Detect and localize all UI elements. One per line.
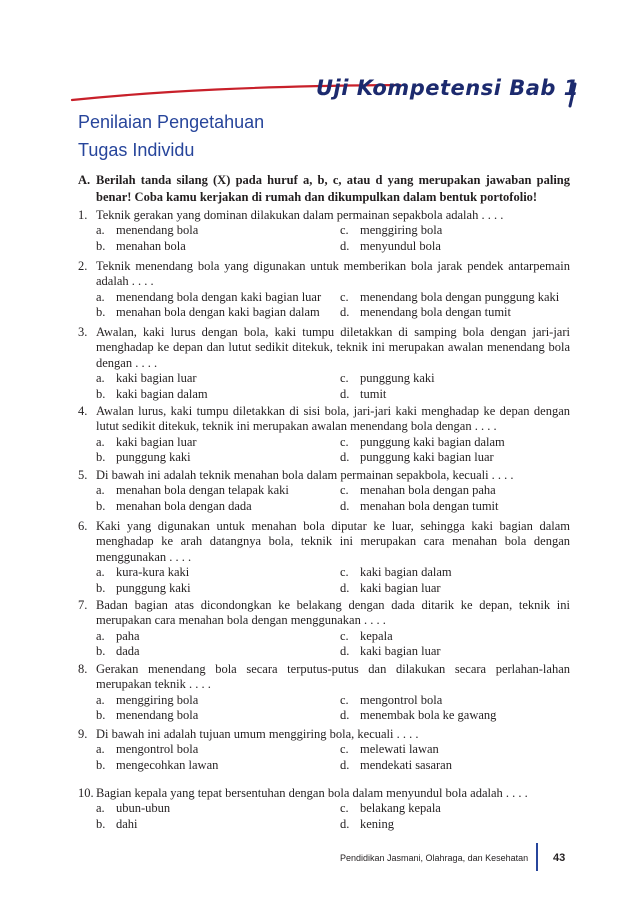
question-number: 8. xyxy=(78,662,88,676)
option-a[interactable]: a. menggiring bola xyxy=(96,692,199,707)
option-d[interactable]: d. kaki bagian luar xyxy=(340,580,441,595)
option-c[interactable]: c. menggiring bola xyxy=(340,223,443,238)
section-heading: Penilaian Pengetahuan xyxy=(78,112,265,132)
option-a[interactable]: a. kura-kura kaki xyxy=(96,565,190,580)
question-text: Teknik menendang bola yang digunakan untuk memberikan bola jarak pendek antarpemain adalah . . . . xyxy=(96,259,570,289)
option-c[interactable]: c. belakang kepala xyxy=(340,801,441,816)
answer-options xyxy=(96,801,570,832)
answer-options xyxy=(96,565,570,596)
footer-divider xyxy=(536,843,538,871)
answer-options xyxy=(96,483,570,514)
option-d[interactable]: d. kaki bagian luar xyxy=(340,644,441,659)
answer-options xyxy=(96,629,570,660)
question-number: 1. xyxy=(78,208,88,222)
option-c[interactable]: c. menahan bola dengan paha xyxy=(340,483,496,498)
question-text: Di bawah ini adalah tujuan umum menggiring bola, kecuali . . . . xyxy=(96,727,419,741)
question-item xyxy=(78,662,570,724)
answer-options xyxy=(96,223,570,254)
option-c[interactable]: c. melewati lawan xyxy=(340,742,439,757)
question-number: 5. xyxy=(78,468,88,482)
option-d[interactable]: d. menahan bola dengan tumit xyxy=(340,498,499,513)
option-b[interactable]: b. punggung kaki xyxy=(96,580,191,595)
answer-options xyxy=(96,742,570,773)
question-text: Badan bagian atas dicondongkan ke belakang dengan dada ditarik ke depan, teknik ini merupakan cara menahan bola dengan menggunakan . . . . xyxy=(96,598,570,628)
option-b[interactable]: b. menahan bola dengan dada xyxy=(96,498,252,513)
option-b[interactable]: b. menendang bola xyxy=(96,708,199,723)
option-b[interactable]: b. dada xyxy=(96,644,140,659)
subsection-heading: Tugas Individu xyxy=(78,140,195,160)
question-item xyxy=(78,598,570,660)
option-d[interactable]: d. tumit xyxy=(340,386,387,401)
question-number: 2. xyxy=(78,259,88,273)
option-d[interactable]: d. menyundul bola xyxy=(340,238,441,253)
option-b[interactable]: b. kaki bagian dalam xyxy=(96,386,208,401)
option-d[interactable]: d. kening xyxy=(340,816,395,831)
answer-options xyxy=(96,371,570,402)
footer-book-title: Pendidikan Jasmani, Olahraga, dan Kesehatan xyxy=(340,853,529,863)
option-a[interactable]: a. kaki bagian luar xyxy=(96,434,197,449)
option-b[interactable]: b. dahi xyxy=(96,816,138,831)
answer-options xyxy=(96,435,570,466)
question-text: Teknik gerakan yang dominan dilakukan dalam permainan sepakbola adalah . . . . xyxy=(96,208,504,222)
instruction-label: A. xyxy=(78,173,91,187)
question-number: 3. xyxy=(78,325,88,339)
question-item xyxy=(78,325,570,402)
question-item xyxy=(78,519,570,596)
question-number: 6. xyxy=(78,519,88,533)
question-text: Kaki yang digunakan untuk menahan bola diputar ke luar, sehingga kaki bagian dalam menghadap ke arah datangnya bola, teknik ini merupakan cara menahan bola dengan menggunakan . . . . xyxy=(96,519,570,564)
option-a[interactable]: a. menahan bola dengan telapak kaki xyxy=(96,483,289,498)
option-a[interactable]: a. ubun-ubun xyxy=(96,801,171,816)
option-b[interactable]: b. punggung kaki xyxy=(96,450,191,465)
question-number: 9. xyxy=(78,727,88,741)
option-d[interactable]: d. punggung kaki bagian luar xyxy=(340,450,494,465)
option-c[interactable]: c. punggung kaki bagian dalam xyxy=(340,434,505,449)
option-c[interactable]: c. menendang bola dengan punggung kaki xyxy=(340,289,560,304)
question-item xyxy=(78,468,570,514)
question-number: 7. xyxy=(78,598,88,612)
option-b[interactable]: b. menahan bola xyxy=(96,238,186,253)
option-a[interactable]: a. mengontrol bola xyxy=(96,742,199,757)
chapter-title: Uji Kompetensi Bab 1 xyxy=(316,76,579,100)
question-text: Gerakan menendang bola secara terputus-putus dan dilakukan secara perlahan-lahan merupakan teknik . . . . xyxy=(96,662,570,692)
option-c[interactable]: c. mengontrol bola xyxy=(340,692,443,707)
option-a[interactable]: a. kaki bagian luar xyxy=(96,371,197,386)
option-d[interactable]: d. mendekati sasaran xyxy=(340,757,452,772)
instruction xyxy=(78,172,570,206)
option-c[interactable]: c. kepala xyxy=(340,628,393,643)
question-text: Awalan lurus, kaki tumpu diletakkan di sisi bola, jari-jari kaki menghadap ke depan dengan lutut sedikit ditekuk, teknik ini merupakan awalan menendang bola dengan . . . . xyxy=(96,404,570,434)
option-d[interactable]: d. menendang bola dengan tumit xyxy=(340,305,512,320)
question-number: 10. xyxy=(78,786,94,800)
option-a[interactable]: a. paha xyxy=(96,628,140,643)
instruction-text: Berilah tanda silang (X) pada huruf a, b, c, atau d yang merupakan jawaban paling benar! Coba kamu kerjakan di rumah dan dikumpulkan dalam bentuk portofolio! xyxy=(96,173,570,204)
option-d[interactable]: d. menembak bola ke gawang xyxy=(340,708,497,723)
question-number: 4. xyxy=(78,404,88,418)
page-number: 43 xyxy=(553,852,566,864)
option-c[interactable]: c. punggung kaki xyxy=(340,371,435,386)
question-item xyxy=(78,208,570,254)
question-item xyxy=(78,259,570,321)
answer-options xyxy=(96,290,570,321)
question-item xyxy=(78,404,570,466)
option-c[interactable]: c. kaki bagian dalam xyxy=(340,565,452,580)
question-item xyxy=(78,727,570,773)
question-text: Awalan, kaki lurus dengan bola, kaki tumpu diletakkan di samping bola dengan jari-jari menghadap ke depan dan lutut sedikit ditekuk, teknik ini merupakan awalan menendang bola dengan . . . . xyxy=(96,325,570,370)
option-a[interactable]: a. menendang bola xyxy=(96,223,199,238)
option-b[interactable]: b. mengecohkan lawan xyxy=(96,757,219,772)
option-b[interactable]: b. menahan bola dengan kaki bagian dalam xyxy=(96,305,320,320)
question-item xyxy=(78,786,570,832)
option-a[interactable]: a. menendang bola dengan kaki bagian luar xyxy=(96,289,322,304)
question-text: Di bawah ini adalah teknik menahan bola dalam permainan sepakbola, kecuali . . . . xyxy=(96,468,514,482)
answer-options xyxy=(96,693,570,724)
question-text: Bagian kepala yang tepat bersentuhan dengan bola dalam menyundul bola adalah . . . . xyxy=(96,786,528,800)
